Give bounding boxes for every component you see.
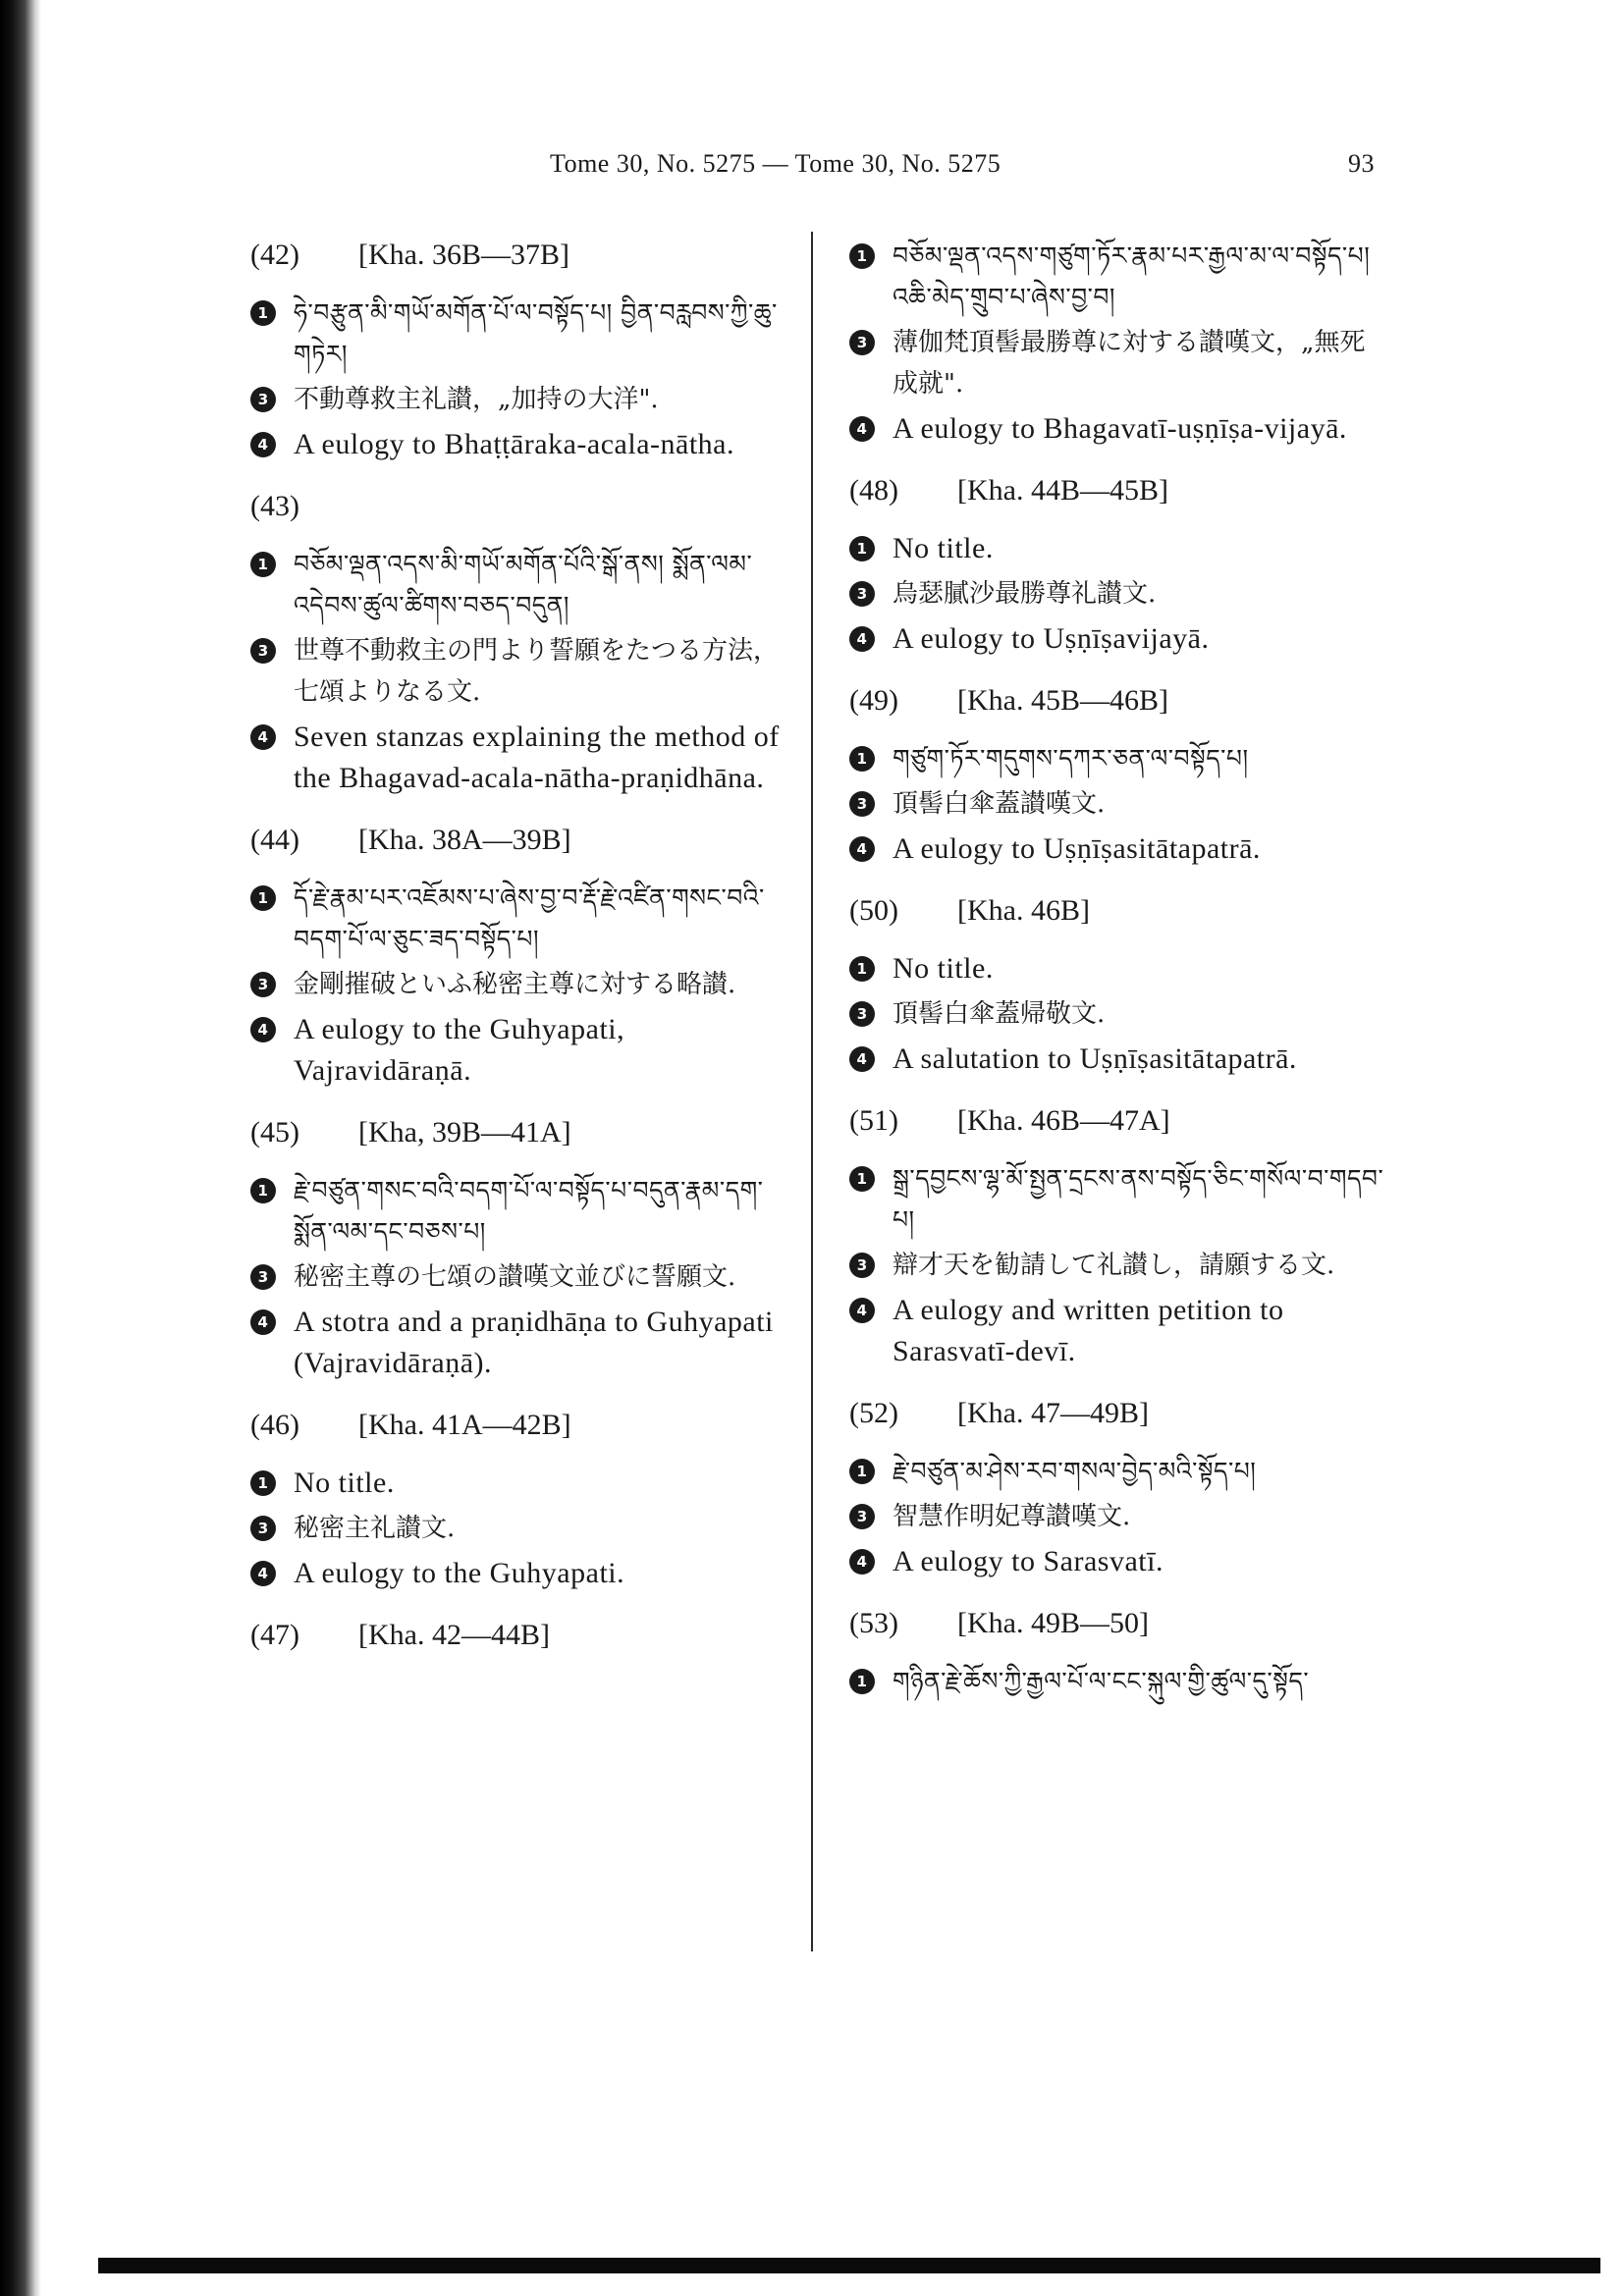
tibetan-title: བཅོམ་ལྡན་འདས་མི་གཡོ་མགོན་པོའི་སྒོ་ནས། སྨོན་ལམ་འདེབས་ཚུལ་ཚིགས་བཅད་བདུན། [294, 550, 753, 619]
scan-left-edge [0, 0, 41, 2296]
catalog-entry [849, 471, 1384, 660]
entry-heading [250, 236, 781, 275]
circled-number-marker: 1 [849, 1459, 875, 1484]
entry-reference: [Kha. 44B—45B] [957, 474, 1168, 507]
column-divider [811, 232, 813, 1951]
catalog-entry [849, 681, 1384, 870]
circled-number-marker: 3 [250, 1516, 276, 1541]
circled-number-marker: 1 [250, 1178, 276, 1203]
catalog-entry [250, 1406, 781, 1594]
entry-line-tib [849, 1661, 1384, 1702]
circled-number-marker: 4 [849, 626, 875, 652]
circled-number-marker: 1 [849, 243, 875, 269]
catalog-entry [250, 1113, 781, 1384]
entry-number: (50) [849, 894, 898, 927]
entry-heading [849, 891, 1384, 931]
japanese-translation: 頂髻白傘蓋帰敬文. [893, 999, 1106, 1029]
entry-number: (53) [849, 1607, 898, 1639]
circled-number-marker: 3 [250, 972, 276, 997]
entry-number: (46) [250, 1409, 299, 1441]
circled-number-marker: 3 [849, 581, 875, 607]
catalog-entry [849, 1604, 1384, 1702]
catalog-entry [250, 1616, 781, 1655]
entry-number: (52) [849, 1397, 898, 1429]
tibetan-title: ཧེ་བརྩུན་མི་གཡོ་མགོན་པོ་ལ་བསྟོད་པ། བྱིན་བརླབས་ཀྱི་ཆུ་གཏེར། [294, 298, 778, 368]
japanese-translation: 秘密主礼讃文. [294, 1514, 456, 1543]
tibetan-title: གཙུག་ཏོར་གདུགས་དཀར་ཅན་ལ་བསྟོད་པ། [893, 744, 1249, 773]
entry-heading [849, 1604, 1384, 1643]
entry-line-jp [849, 783, 1384, 825]
japanese-translation: 薄伽梵頂髻最勝尊に対する讃嘆文，„無死成就". [893, 328, 1366, 399]
entry-line-jp [849, 993, 1384, 1035]
japanese-translation: 不動尊救主礼讃，„加持の大洋". [294, 385, 659, 414]
entry-number: (45) [250, 1116, 299, 1148]
circled-number-marker: 4 [250, 724, 276, 750]
entry-heading [849, 1101, 1384, 1141]
entry-reference: [Kha. 49B—50] [957, 1607, 1149, 1639]
entry-line-en [849, 618, 1384, 660]
circled-number-marker: 1 [849, 1669, 875, 1694]
english-translation: A eulogy to the Guhyapati. [294, 1557, 625, 1589]
entry-reference: [Kha. 47—49B] [957, 1397, 1149, 1429]
entry-number: (42) [250, 239, 299, 271]
circled-number-marker: 3 [849, 791, 875, 817]
entry-line-jp [250, 1508, 781, 1549]
japanese-translation: 世尊不動救主の門より誓願をたつる方法，七頌よりなる文. [294, 636, 780, 707]
entry-line-tib [250, 293, 781, 375]
circled-number-marker: 3 [849, 330, 875, 355]
circled-number-marker: 4 [849, 836, 875, 862]
scan-bottom-edge [98, 2258, 1600, 2273]
circled-number-marker: 4 [250, 432, 276, 457]
entry-line-en [849, 1290, 1384, 1372]
entry-line-jp [250, 1256, 781, 1298]
english-translation: Seven stanzas explaining the method of the Bhagavad-acala-nātha-praṇidhāna. [294, 721, 780, 794]
entry-reference: [Kha. 46B] [957, 894, 1090, 927]
entry-heading [250, 1406, 781, 1445]
entry-heading [849, 681, 1384, 721]
english-translation: A eulogy and written petition to Sarasvatī-devī. [893, 1294, 1284, 1367]
entry-number: (43) [250, 490, 299, 522]
entry-heading [849, 1394, 1384, 1433]
english-translation: A eulogy to Sarasvatī. [893, 1545, 1164, 1577]
tibetan-title: སྒྲ་དབྱངས་ལྷ་མོ་སྤྱན་དྲངས་ནས་བསྟོད་ཅིང་གསོལ་བ་གདབ་པ། [893, 1164, 1384, 1234]
entry-line-en [250, 1009, 781, 1092]
circled-number-marker: 4 [849, 1549, 875, 1575]
circled-number-marker: 3 [250, 1264, 276, 1290]
circled-number-marker: 1 [849, 956, 875, 982]
japanese-translation: 頂髻白傘蓋讃嘆文. [893, 789, 1106, 819]
circled-number-marker: 3 [849, 1253, 875, 1278]
entry-reference: [Kha. 42—44B] [358, 1619, 550, 1651]
entry-heading [250, 1616, 781, 1655]
entry-reference: [Kha. 45B—46B] [957, 684, 1168, 717]
entry-heading [250, 487, 781, 526]
catalog-entry [250, 821, 781, 1092]
catalog-entry [849, 1394, 1384, 1582]
english-translation: A eulogy to the Guhyapati, Vajravidāraṇā. [294, 1013, 625, 1087]
entry-line-jp [849, 573, 1384, 614]
english-translation: A eulogy to Bhaṭṭāraka-acala-nātha. [294, 428, 734, 460]
english-translation: A salutation to Uṣṇīṣasitātapatrā. [893, 1042, 1297, 1075]
entry-line-jp [250, 630, 781, 713]
entry-line-en [849, 408, 1384, 450]
circled-number-marker: 4 [250, 1561, 276, 1586]
entry-line-jp [849, 1496, 1384, 1537]
entry-line-tib [250, 1170, 781, 1253]
entry-line-jp [250, 964, 781, 1005]
circled-number-marker: 3 [849, 1001, 875, 1027]
japanese-translation: 金剛摧破といふ秘密主尊に対する略讃. [294, 970, 736, 999]
circled-number-marker: 1 [849, 536, 875, 561]
japanese-translation: 秘密主尊の七頌の讃嘆文並びに誓願文. [294, 1262, 736, 1292]
entry-number: (44) [250, 824, 299, 856]
entry-line-en [250, 1302, 781, 1384]
circled-number-marker: 4 [849, 416, 875, 442]
entry-reference: [Kha, 39B—41A] [358, 1116, 571, 1148]
english-translation: A stotra and a praṇidhāṇa to Guhyapati (Vajravidāraṇā). [294, 1306, 774, 1379]
entry-line-en [250, 1463, 781, 1504]
running-title: Tome 30, No. 5275 — Tome 30, No. 5275 [550, 149, 1001, 178]
entry-number: (51) [849, 1104, 898, 1137]
tibetan-title: བཅོམ་ལྡན་འདས་གཙུག་ཏོར་རྣམ་པར་རྒྱལ་མ་ལ་བསྟོད་པ། འཆི་མེད་གྲུབ་པ་ཞེས་བྱ་བ། [893, 241, 1371, 311]
tibetan-title: རྗེ་བཙུན་མ་ཤེས་རབ་གསལ་བྱེད་མའི་སྟོད་པ། [893, 1457, 1257, 1485]
japanese-translation: 烏瑟膩沙最勝尊礼讃文. [893, 579, 1157, 609]
catalog-entry [250, 236, 781, 465]
entry-line-en [849, 528, 1384, 569]
entry-line-en [849, 1541, 1384, 1582]
circled-number-marker: 3 [250, 387, 276, 412]
tibetan-title: རྗེ་བཙུན་གསང་བའི་བདག་པོ་ལ་བསྟོད་པ་བདུན་རྣམ་དག་སྨོན་ལམ་དང་བཅས་པ། [294, 1176, 764, 1246]
entry-line-en [250, 717, 781, 799]
japanese-translation: 智慧作明妃尊讃嘆文. [893, 1502, 1131, 1531]
catalog-entry [849, 891, 1384, 1080]
english-translation: A eulogy to Uṣṇīṣavijayā. [893, 622, 1210, 655]
entry-line-tib [849, 1158, 1384, 1241]
english-translation: A eulogy to Uṣṇīṣasitātapatrā. [893, 832, 1261, 865]
circled-number-marker: 1 [250, 300, 276, 326]
entry-line-jp [849, 1245, 1384, 1286]
circled-number-marker: 1 [849, 1166, 875, 1192]
catalog-entry [849, 1101, 1384, 1372]
japanese-translation: 辯才天を勧請して礼讃し，請願する文. [893, 1251, 1335, 1280]
right-column [849, 236, 1384, 1724]
tibetan-title: གཉིན་རྗེ་ཆོས་ཀྱི་རྒྱལ་པོ་ལ་ངང་སྐུལ་གྱི་ཚུལ་དུ་སྟོད་ [893, 1667, 1310, 1695]
entry-reference: [Kha. 46B—47A] [957, 1104, 1170, 1137]
circled-number-marker: 3 [849, 1504, 875, 1529]
entry-line-en [250, 424, 781, 465]
entry-heading [849, 471, 1384, 510]
english-translation: No title. [893, 952, 994, 985]
entry-line-en [849, 1039, 1384, 1080]
page-number: 93 [1348, 149, 1375, 178]
circled-number-marker: 4 [250, 1017, 276, 1042]
entry-number: (48) [849, 474, 898, 507]
entry-line-jp [250, 379, 781, 420]
entry-line-tib [250, 544, 781, 626]
entry-heading [250, 1113, 781, 1152]
circled-number-marker: 1 [250, 552, 276, 577]
circled-number-marker: 3 [250, 638, 276, 664]
english-translation: A eulogy to Bhagavatī-uṣṇīṣa-vijayā. [893, 412, 1347, 445]
entry-number: (49) [849, 684, 898, 717]
entry-reference: [Kha. 36B—37B] [358, 239, 569, 271]
entry-number: (47) [250, 1619, 299, 1651]
entry-line-en [849, 948, 1384, 989]
circled-number-marker: 4 [250, 1309, 276, 1335]
entry-line-en [849, 828, 1384, 870]
catalog-entry [849, 236, 1384, 450]
circled-number-marker: 1 [250, 885, 276, 911]
circled-number-marker: 1 [250, 1470, 276, 1496]
catalog-entry [250, 487, 781, 799]
entry-line-en [250, 1553, 781, 1594]
entry-line-tib [849, 1451, 1384, 1492]
entry-reference: [Kha. 38A—39B] [358, 824, 571, 856]
entry-line-tib [250, 878, 781, 960]
entry-line-tib [849, 738, 1384, 779]
english-translation: No title. [893, 532, 994, 564]
entry-line-tib [849, 236, 1384, 318]
left-column [250, 236, 781, 1677]
circled-number-marker: 4 [849, 1046, 875, 1072]
page-header [550, 143, 1375, 183]
tibetan-title: དོ་རྗེ་རྣམ་པར་འཇོམས་པ་ཞེས་བྱ་བ་རྡོ་རྗེ་འཛིན་གསང་བའི་བདག་པོ་ལ་ཅུང་ཟད་བསྟོད་པ། [294, 883, 765, 953]
entry-line-jp [849, 322, 1384, 404]
circled-number-marker: 1 [849, 746, 875, 772]
circled-number-marker: 4 [849, 1298, 875, 1323]
entry-heading [250, 821, 781, 860]
english-translation: No title. [294, 1467, 395, 1499]
entry-reference: [Kha. 41A—42B] [358, 1409, 571, 1441]
